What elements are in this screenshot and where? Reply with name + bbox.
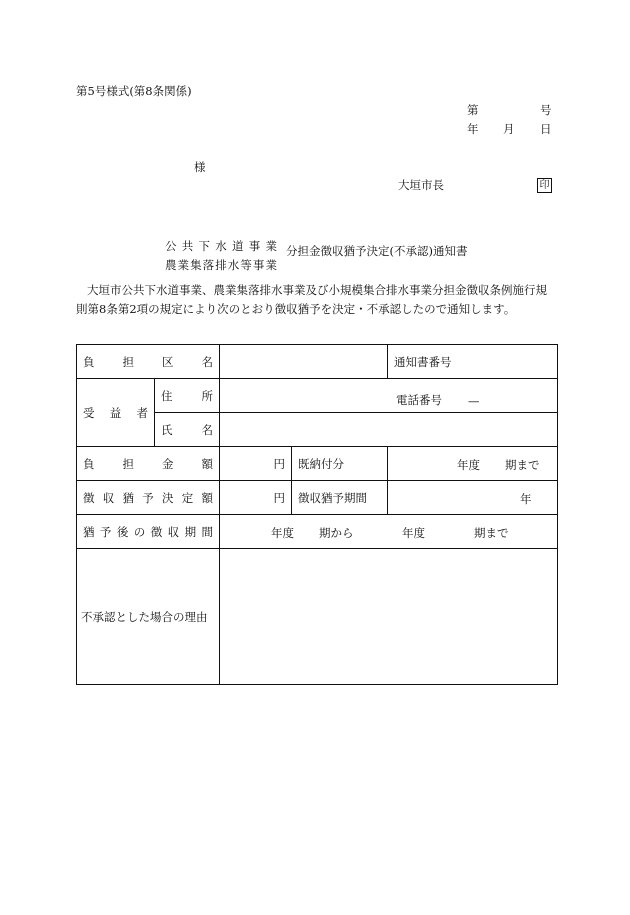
subject-line-rural: 農業集落排水等事業 [165, 258, 277, 272]
name-value[interactable] [220, 413, 558, 447]
row-burden-amount [77, 447, 558, 481]
burden-district-value[interactable] [220, 345, 388, 379]
from-term: 期から [319, 526, 354, 540]
to-fiscal-year: 年度 [402, 526, 425, 540]
body-text: 大垣市公共下水道事業、農業集落排水事業及び小規模集合排水事業分担金徴収条例施行規則第8条第2項の規定により次のとおり徴収猶予を決定・不承認したので通知します。 [76, 283, 547, 316]
form-number: 第5号様式(第8条関係) [76, 84, 192, 98]
collection-period-label: 猶予後の徴収期間 [77, 515, 220, 549]
beneficiary-label: 受益者 [77, 379, 155, 447]
burden-amount-yen: 円 [220, 447, 292, 481]
notice-table [76, 344, 558, 685]
burden-district-label: 負担区名 [77, 345, 220, 379]
document-title: 分担金徴収猶予決定(不承認)通知書 [286, 244, 468, 258]
burden-amount-label: 負担金額 [77, 447, 220, 481]
paid-term-value[interactable] [388, 447, 558, 481]
deferral-period-year: 年 [520, 492, 532, 506]
deferral-period-label: 徴収猶予期間 [292, 481, 388, 515]
rejection-reason-label: 不承認とした場合の理由 [77, 549, 220, 685]
date-month-label: 月 [503, 122, 515, 136]
addressee-honorific: 様 [194, 160, 206, 174]
from-fiscal-year: 年度 [271, 526, 294, 540]
date-year-label: 年 [467, 122, 479, 136]
deferral-amount-label: 徴収猶予決定額 [77, 481, 220, 515]
row-collection-period [77, 515, 558, 549]
row-burden-district [77, 345, 558, 379]
subject-line-sewer: 公共下水道事業 [165, 239, 277, 253]
deferral-period-value[interactable] [388, 481, 558, 515]
paid-label: 既納付分 [292, 447, 388, 481]
address-label: 住所 [155, 379, 220, 413]
row-address [77, 379, 558, 413]
paid-fiscal-year: 年度 [457, 458, 481, 472]
doc-number-prefix: 第 [467, 103, 479, 117]
row-deferral-amount [77, 481, 558, 515]
notice-number-label: 通知書番号 [388, 345, 558, 379]
seal-stamp: 印 [537, 178, 552, 193]
issuer-name: 大垣市長 [398, 178, 444, 192]
phone-dash: — [468, 394, 480, 408]
name-label: 氏名 [155, 413, 220, 447]
collection-period-value[interactable] [220, 515, 558, 549]
date-day-label: 日 [540, 122, 552, 136]
address-value[interactable] [220, 379, 558, 413]
deferral-amount-yen: 円 [220, 481, 292, 515]
doc-number-suffix: 号 [540, 103, 552, 117]
paid-term-until: 期まで [505, 458, 540, 472]
row-rejection-reason [77, 549, 558, 685]
phone-label: 電話番号 [396, 393, 442, 407]
to-term: 期まで [474, 526, 509, 540]
rejection-reason-value[interactable] [220, 549, 558, 685]
subject-business-types [165, 237, 277, 275]
